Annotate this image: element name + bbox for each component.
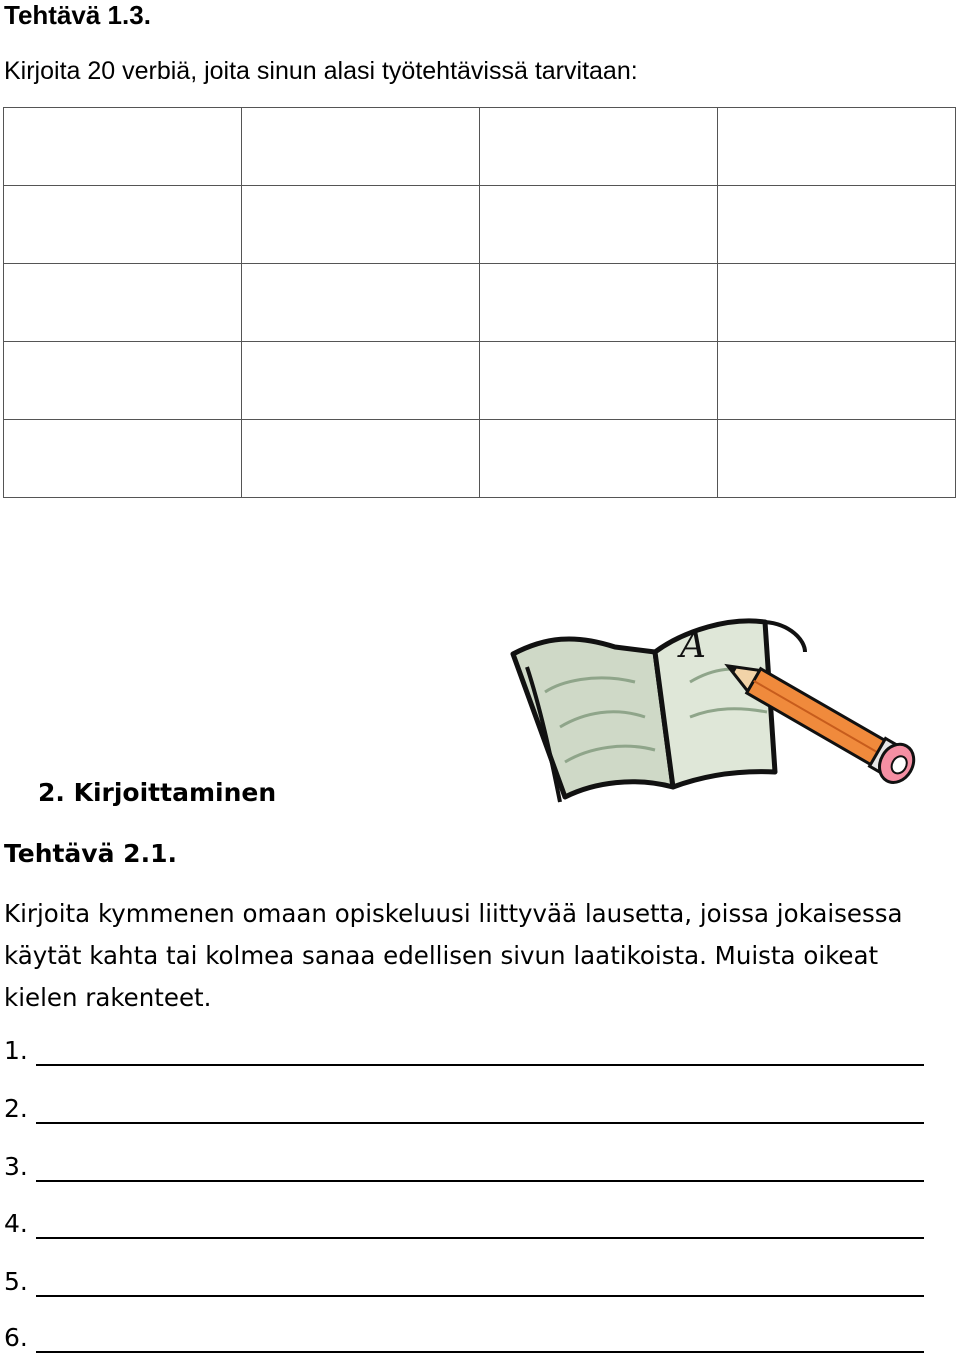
grid-row xyxy=(4,186,956,264)
grid-cell[interactable] xyxy=(480,264,718,342)
grid-cell[interactable] xyxy=(480,108,718,186)
grid-cell[interactable] xyxy=(242,420,480,498)
grid-cell[interactable] xyxy=(242,108,480,186)
grid-row xyxy=(4,264,956,342)
answer-line[interactable] xyxy=(4,1321,924,1355)
answer-number: 5. xyxy=(4,1267,28,1296)
answer-number: 4. xyxy=(4,1209,28,1238)
answer-number: 3. xyxy=(4,1152,28,1181)
grid-cell[interactable] xyxy=(480,186,718,264)
grid-cell[interactable] xyxy=(4,186,242,264)
answer-blank[interactable] xyxy=(36,1295,924,1297)
grade-letter: A xyxy=(680,625,706,666)
grid-row xyxy=(4,342,956,420)
grid-cell[interactable] xyxy=(480,342,718,420)
answer-line[interactable] xyxy=(4,1265,924,1299)
grid-cell[interactable] xyxy=(718,108,956,186)
grid-row xyxy=(4,420,956,498)
grid-cell[interactable] xyxy=(4,342,242,420)
answer-number: 6. xyxy=(4,1323,28,1352)
grid-cell[interactable] xyxy=(4,420,242,498)
task-2-1-title: Tehtävä 2.1. xyxy=(4,839,177,868)
grid-row xyxy=(4,108,956,186)
grid-cell[interactable] xyxy=(242,186,480,264)
grid-cell[interactable] xyxy=(718,264,956,342)
grid-cell[interactable] xyxy=(4,108,242,186)
grid-cell[interactable] xyxy=(4,264,242,342)
answer-number: 2. xyxy=(4,1094,28,1123)
grid-cell[interactable] xyxy=(718,186,956,264)
answer-line[interactable] xyxy=(4,1092,924,1126)
grid-cell[interactable] xyxy=(242,264,480,342)
grid-cell[interactable] xyxy=(718,342,956,420)
answer-blank[interactable] xyxy=(36,1064,924,1066)
answer-blank[interactable] xyxy=(36,1122,924,1124)
answer-line[interactable] xyxy=(4,1034,924,1068)
notebook-with-pencil-icon xyxy=(505,612,925,817)
answer-blank[interactable] xyxy=(36,1237,924,1239)
grid-cell[interactable] xyxy=(718,420,956,498)
verb-grid xyxy=(3,107,956,498)
answer-blank[interactable] xyxy=(36,1180,924,1182)
answer-blank[interactable] xyxy=(36,1351,924,1353)
task-1-3-title: Tehtävä 1.3. xyxy=(4,0,151,30)
grid-cell[interactable] xyxy=(242,342,480,420)
answer-line[interactable] xyxy=(4,1150,924,1184)
task-2-1-instruction: Kirjoita kymmenen omaan opiskeluusi liittyvää lausetta, joissa jokaisessa käytät kahta tai kolmea sanaa edellisen sivun laatikoista. Muista oikeat kielen rakenteet. xyxy=(4,899,903,1012)
section-title: 2. Kirjoittaminen xyxy=(38,778,277,807)
answer-line[interactable] xyxy=(4,1207,924,1241)
task-1-3-instruction: Kirjoita 20 verbiä, joita sinun alasi työtehtävissä tarvitaan: xyxy=(4,57,638,85)
answer-number: 1. xyxy=(4,1036,28,1065)
grid-cell[interactable] xyxy=(480,420,718,498)
